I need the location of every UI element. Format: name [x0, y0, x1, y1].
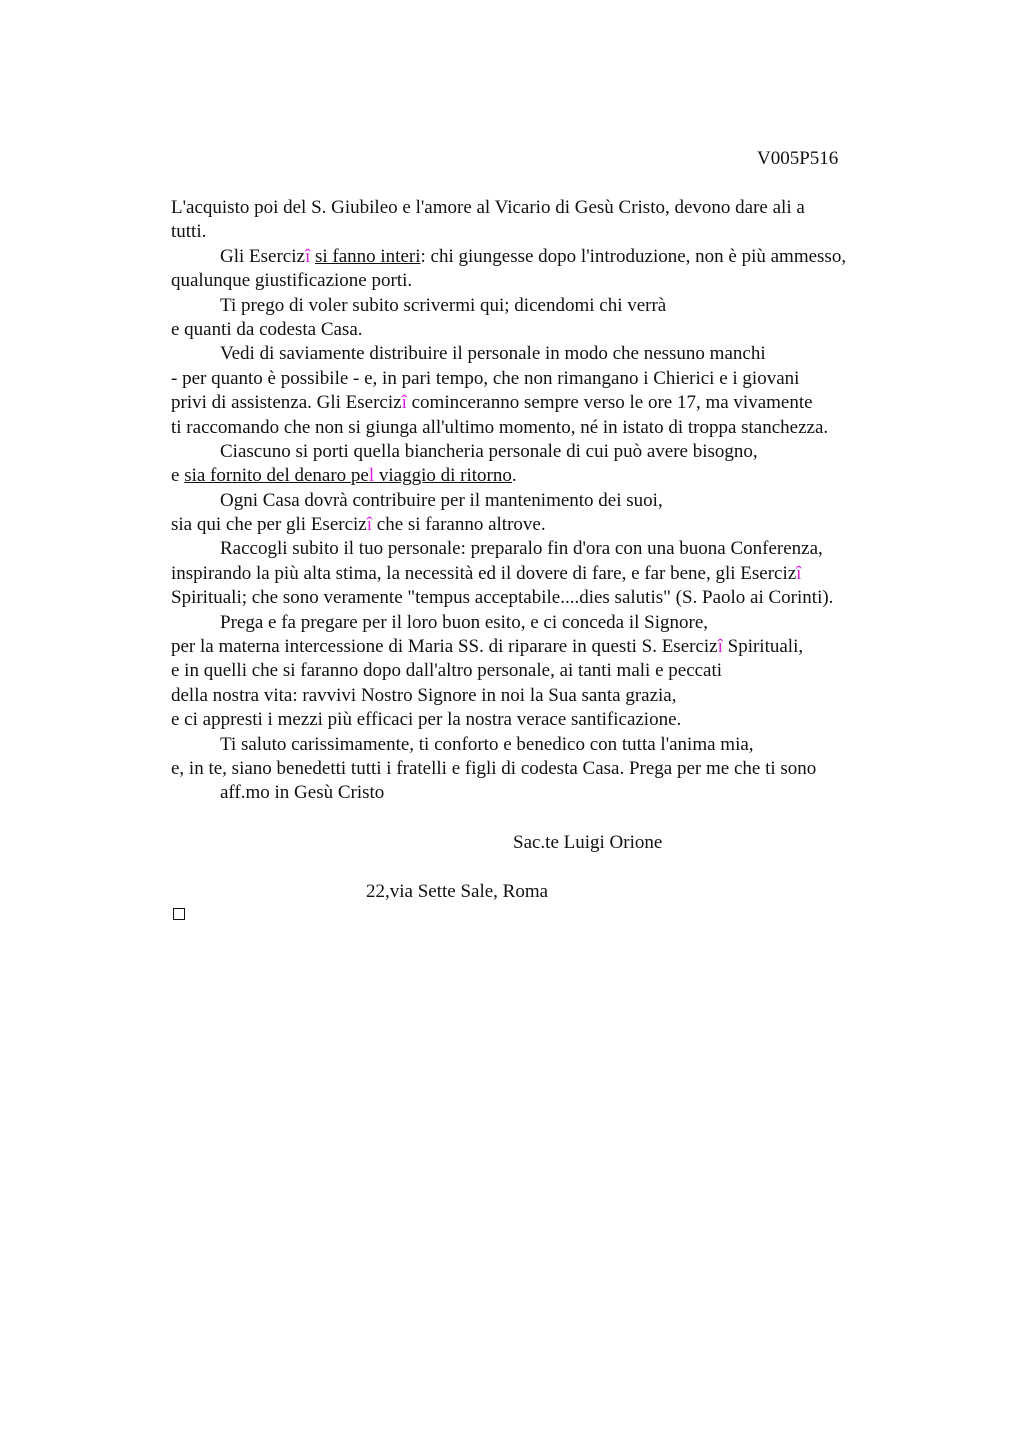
text-line [171, 464, 931, 488]
text-line [171, 611, 931, 635]
text-line [171, 537, 931, 561]
text-segment: e [171, 465, 185, 487]
text-segment: tutti. [171, 221, 207, 243]
text-segment: Vedi di saviamente distribuire il personale in modo che nessuno manchi [220, 343, 766, 365]
text-segment: privi di assistenza. Gli Esercizî cominceranno sempre verso le ore 17, ma vivamente [171, 392, 813, 414]
text-line [171, 757, 931, 781]
text-segment: Ti prego di voler subito scrivermi qui; dicendomi chi verrà [220, 294, 667, 316]
text-line [171, 489, 931, 513]
text-line [171, 440, 931, 464]
text-segment: Spirituali; che sono veramente "tempus acceptabile....dies salutis" (S. Paolo ai Corinti). [171, 587, 834, 609]
text-line [171, 294, 931, 318]
paragraph [171, 781, 931, 805]
text-segment: Gli Esercizî [220, 245, 311, 267]
text-line [171, 391, 931, 415]
text-segment: per la materna intercessione di Maria SS. di riparare in questi S. Esercizî Spirituali, [171, 636, 804, 658]
text-segment: Prega e fa pregare per il loro buon esito, e ci conceda il Signore, [220, 611, 709, 633]
text-line [171, 586, 931, 610]
text-segment: e ci appresti i mezzi più efficaci per la nostra verace santificazione. [171, 709, 682, 731]
underlined-text: sia fornito del denaro pel viaggio di ritorno [184, 465, 512, 487]
text-segment: aff.mo in Gesù Cristo [220, 782, 385, 804]
text-segment: sia qui che per gli Esercizî che si faranno altrove. [171, 514, 546, 536]
text-line [171, 562, 931, 586]
paragraph [171, 294, 931, 343]
text-line [171, 708, 931, 732]
paragraph [171, 440, 931, 489]
text-line [171, 659, 931, 683]
text-line [171, 269, 931, 293]
text-segment: . [511, 465, 517, 487]
text-segment: inspirando la più alta stima, la necessità ed il dovere di fare, e far bene, gli Esercizî [171, 562, 802, 584]
paragraph [171, 733, 931, 782]
text-line [171, 416, 931, 440]
paragraph [171, 489, 931, 538]
paragraph [171, 245, 931, 294]
text-segment: L'acquisto poi del S. Giubileo e l'amore al Vicario di Gesù Cristo, devono dare ali a [171, 197, 805, 218]
text-segment: qualunque giustificazione porti. [171, 270, 413, 292]
signature: Sac.te Luigi Orione [513, 832, 663, 853]
text-segment: e quanti da codesta Casa. [171, 318, 363, 340]
text-line [171, 318, 931, 342]
checkbox-glyph [173, 908, 185, 920]
text-segment: Ciascuno si porti quella biancheria personale di cui può avere bisogno, [220, 440, 758, 462]
text-line [171, 635, 931, 659]
page-id: V005P516 [757, 148, 839, 169]
text-segment: Ogni Casa dovrà contribuire per il mantenimento dei suoi, [220, 489, 663, 511]
text-segment: e in quelli che si faranno dopo dall'altro personale, ai tanti mali e peccati [171, 660, 723, 682]
text-segment: della nostra vita: ravvivi Nostro Signore in noi la Sua santa grazia, [171, 684, 677, 706]
paragraph [171, 537, 931, 610]
paragraph [171, 196, 931, 245]
text-line [171, 684, 931, 708]
underlined-text: si fanno interi [314, 245, 421, 267]
text-segment: ti raccomando che non si giunga all'ultimo momento, né in istato di troppa stanchezza. [171, 416, 829, 438]
text-line [171, 342, 931, 366]
paragraph [171, 342, 931, 440]
text-line [171, 245, 931, 269]
text-line [171, 781, 931, 805]
address: 22,via Sette Sale, Roma [366, 881, 549, 902]
text-line [171, 196, 931, 220]
paragraph [171, 611, 931, 733]
text-segment: e, in te, siano benedetti tutti i fratelli e figli di codesta Casa. Prega per me che ti sono [171, 757, 817, 779]
text-segment: - per quanto è possibile - e, in pari tempo, che non rimangano i Chierici e i giovani [171, 367, 800, 389]
text-segment: Raccogli subito il tuo personale: preparalo fin d'ora con una buona Conferenza, [220, 538, 823, 560]
text-line [171, 367, 931, 391]
text-segment: : chi giungesse dopo l'introduzione, non è più ammesso, [420, 245, 847, 267]
text-line [171, 733, 931, 757]
text-line [171, 513, 931, 537]
text-line [171, 220, 931, 244]
letter-body [171, 196, 931, 806]
text-segment: Ti saluto carissimamente, ti conforto e benedico con tutta l'anima mia, [220, 733, 754, 755]
